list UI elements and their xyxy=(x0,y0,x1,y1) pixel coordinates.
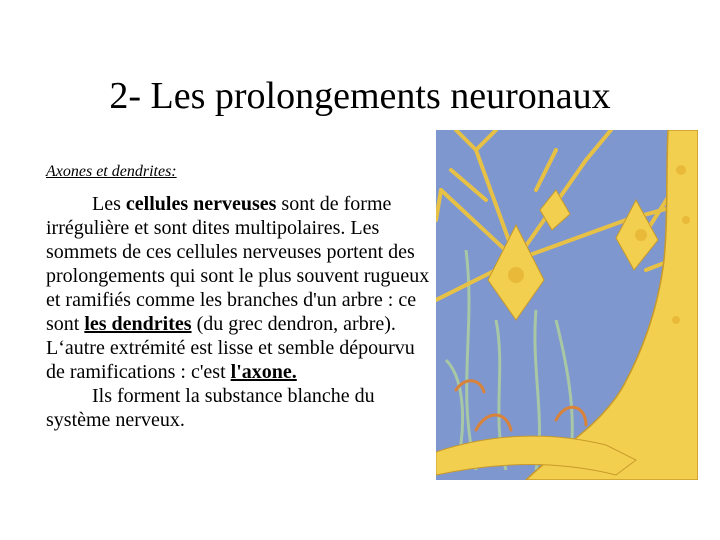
keyword-axone: l'axone. xyxy=(230,361,297,383)
keyword-cellules: cellules nerveuses xyxy=(125,193,277,215)
body-text xyxy=(46,192,438,432)
text-run: Les xyxy=(92,193,126,215)
paragraph-cells xyxy=(46,192,438,384)
section-subtitle: Axones et dendrites: xyxy=(46,163,177,180)
text-run: Ils forment la substance blanche du système nerveux. xyxy=(46,385,375,431)
keyword-dendrites: les dendrites xyxy=(84,313,192,335)
text-run: sont de forme irrégulière et sont dites multipolaires. Les sommets de ces cellules nerveuses portent des prolongements qui sont le plus souvent rugueux et ramifiés comme les branches d'un arbre : ce sont xyxy=(46,193,430,335)
paragraph-substance xyxy=(46,384,438,432)
neuron-illustration xyxy=(436,130,698,480)
text-run: (du grec dendron, arbre). L‘autre extrémité est lisse et semble dépourvu de ramifications : c'est xyxy=(46,313,415,383)
page-title: 2- Les prolongements neuronaux xyxy=(109,75,611,117)
